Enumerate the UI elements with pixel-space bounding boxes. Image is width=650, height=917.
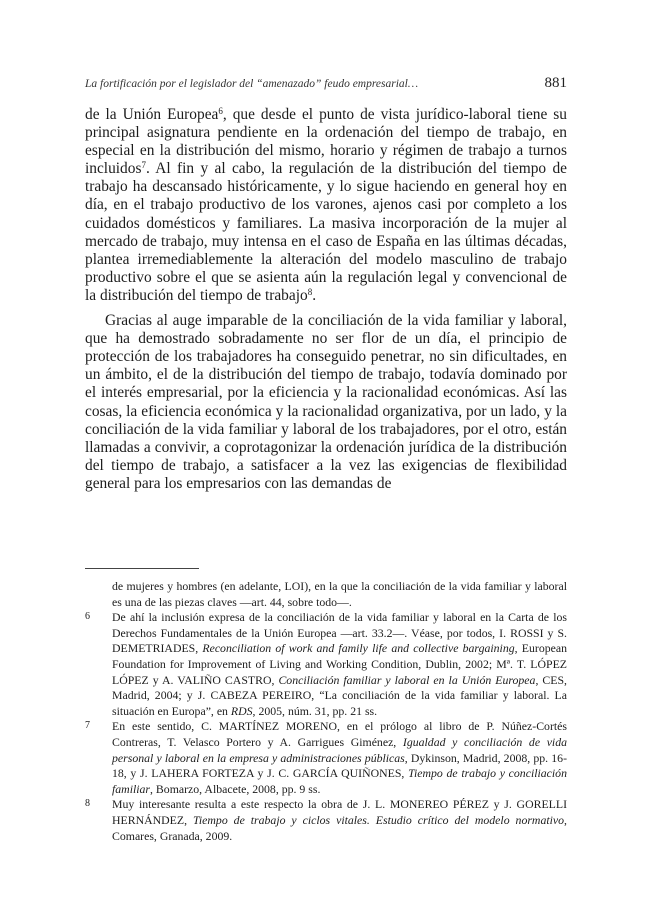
footnote-7-text-3: , Bomarzo, Albacete, 2008, pp. 9 ss. xyxy=(150,781,321,796)
footnote-6-title-2: Conciliación familiar y laboral en la Unión Europea xyxy=(278,672,536,687)
main-text xyxy=(85,106,567,493)
footnote-text xyxy=(112,610,567,719)
footnote-continuation: de mujeres y hombres (en adelante, LOI), en la que la conciliación de la vida familiar y laboral es una de las piezas claves —art. 44, sobre todo—. xyxy=(112,579,567,609)
running-header xyxy=(85,75,567,92)
footnote-7-text-1: En este sentido, C. MARTÍNEZ MORENO, en el prólogo al libro de P. Núñez-Cortés Contreras, T. Velasco Portero y A. Garrigues Giménez, xyxy=(112,719,567,749)
footnote-6-title-1: Reconciliation of work and family life and collective bargaining xyxy=(202,641,515,656)
footnote-text xyxy=(112,719,567,797)
paragraph-1-text-d: . xyxy=(312,286,317,304)
footnote-rule xyxy=(85,568,199,569)
footnote-number: 6 xyxy=(85,611,90,623)
footnote-number: 8 xyxy=(85,798,90,810)
footnote-8-text-2: , Comares, Granada, 2009. xyxy=(112,812,567,843)
running-title: La fortificación por el legislador del “amenazado” feudo empresarial… xyxy=(85,78,419,90)
footnote-number: 7 xyxy=(85,720,90,732)
footnote-7-text-2: , Dykinson, Madrid, 2008, pp. 16-18, y J. LAHERA FORTEZA y J. C. GARCÍA QUIÑONES, xyxy=(112,750,567,781)
footnote-ref-7: 7 xyxy=(141,160,146,171)
footnote-7-title-1: Igualdad y conciliación de vida personal y laboral en la empresa y administraciones públicas xyxy=(112,734,567,765)
footnotes xyxy=(85,579,567,844)
footnote-6-text-4: , 2005, núm. 31, pp. 21 ss. xyxy=(252,703,378,718)
footnote-8-title-1: Tiempo de trabajo y ciclos vitales. Estudio crítico del modelo normativo xyxy=(192,812,565,827)
footnote-ref-8: 8 xyxy=(307,286,313,297)
paragraph-1-text-b: , que desde el punto de vista jurídico-laboral tiene su principal asignatura pendiente en la ordenación del tiempo de trabajo, en especial en la distribución del mismo, horario y régimen de trabajo a turnos incluidos xyxy=(85,106,567,178)
footnote-text xyxy=(112,797,567,844)
footnote-ref-6: 6 xyxy=(218,106,223,116)
paragraph-1-text-a: de la Unión Europea xyxy=(85,106,219,123)
footnote-7 xyxy=(85,719,567,797)
paragraph-1 xyxy=(85,106,567,305)
footnote-8 xyxy=(85,797,567,844)
paragraph-1-text-c: . Al fin y al cabo, la regulación de la distribución del tiempo de trabajo ha descansado históricamente, y lo sigue haciendo en general hoy en día, en el trabajo productivo de los varones, ajenos casi por completo a los cuidados domésticos y familiares. La masiva incorporación de la mujer al mercado de trabajo, muy intensa en el caso de España en las últimas décadas, plantea irremediablemente la alteración del modelo masculino de trabajo productivo sobre el que se asienta aún la regulación legal y convencional de la distribución del tiempo de trabajo xyxy=(85,160,567,304)
footnote-6 xyxy=(85,610,567,719)
footnote-6-journal: RDS xyxy=(230,703,253,718)
footnote-7-title-2: Tiempo de trabajo y conciliación familiar xyxy=(112,766,567,796)
footnote-6-text-1: De ahí la inclusión expresa de la conciliación de la vida familiar y laboral en la Carta de los Derechos Fundamentales de la Unión Europea —art. 33.2—. Véase, por todos, I. ROSSI y S. DEMETRIADES, xyxy=(112,610,567,656)
footnote-6-text-3: , CES, Madrid, 2004; y J. CABEZA PEREIRO, “La conciliación de la vida familiar y laboral. La situación en Europa”, en xyxy=(112,672,567,718)
footnote-8-text-1: Muy interesante resulta a este respecto la obra de J. L. MONEREO PÉREZ y J. GORELLI HERNÁNDEZ, xyxy=(112,797,567,827)
paragraph-2: Gracias al auge imparable de la conciliación de la vida familiar y laboral, que ha demostrado sobradamente no ser flor de un día, el principio de protección de los trabajadores ha conseguido penetrar, no sin dificultades, en un ámbito, el de la distribución del tiempo de trabajo, todavía dominado por el interés empresarial, por la eficiencia y la racionalidad económicas. Así las cosas, la eficiencia económica y la racionalidad organizativa, por un lado, y la conciliación de la vida familiar y laboral de los trabajadores, por el otro, están llamadas a convivir, a coprotagonizar la ordenación jurídica de la distribución del tiempo de trabajo, a satisfacer a la vez las exigencias de flexibilidad general para los empresarios con las demandas de xyxy=(85,312,567,492)
page-number: 881 xyxy=(544,75,567,91)
footnote-6-text-2: , European Foundation for Improvement of Living and Working Condition, Dublin, 2002; Mª. T. LÓPEZ LÓPEZ y A. VALIÑO CASTRO, xyxy=(112,641,567,687)
